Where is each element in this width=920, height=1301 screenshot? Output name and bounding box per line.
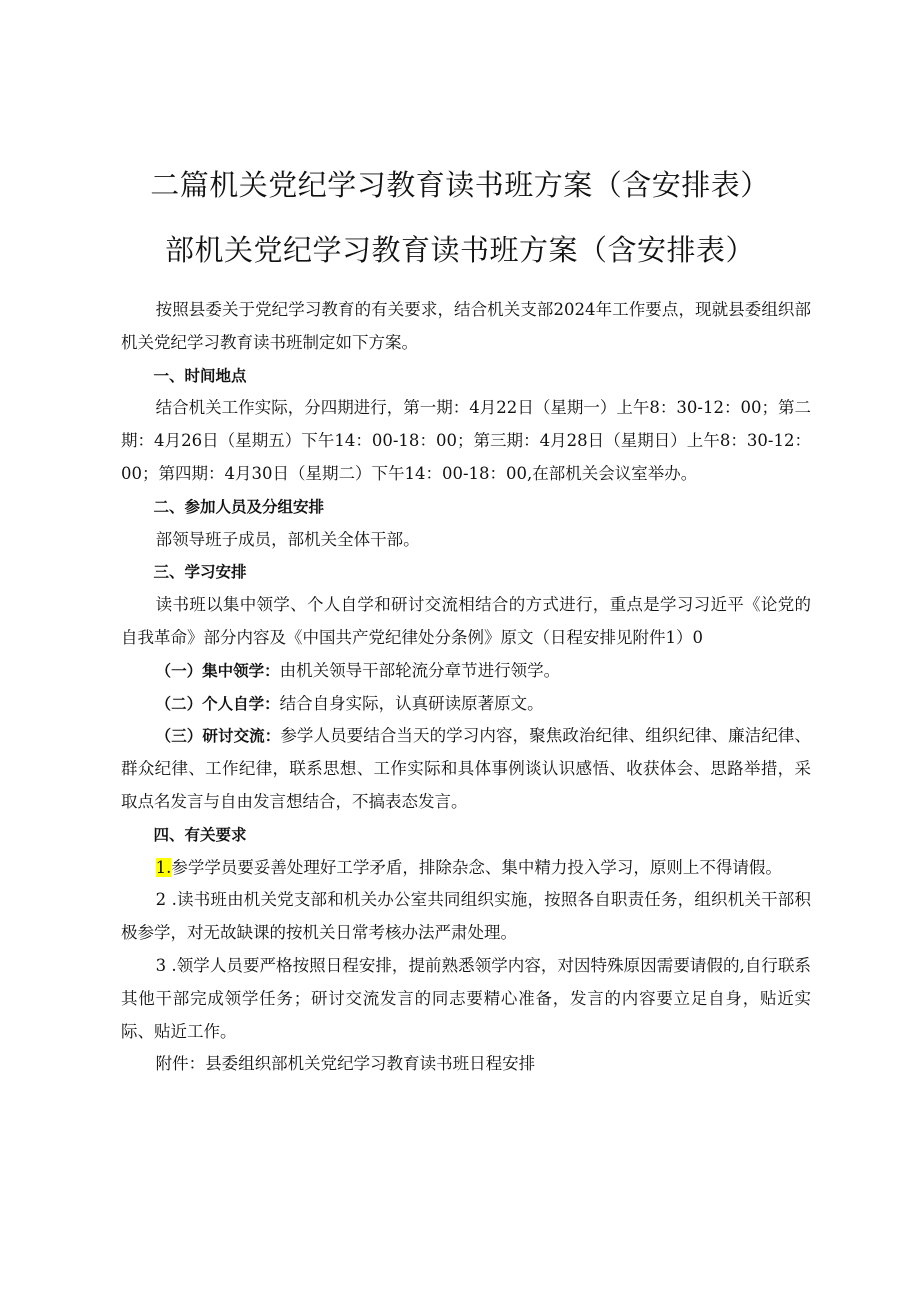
section3-item-2-text: 结合自身实际，认真研读原著原文。 [279,693,544,713]
document-body [121,294,811,1081]
section3-item-3-text: 参学人员要结合当天的学习内容，聚焦政治纪律、组织纪律、廉洁纪律、群众纪律、工作纪律，联系思想、工作实际和具体事例谈认识感悟、收获体会、思路举措，采取点名发言与自由发言想结合，不搞表态发言。 [121,726,811,811]
section4-item-1 [121,852,811,885]
section3-item-1-text: 由机关领导干部轮流分章节进行领学。 [279,660,561,680]
section4-item-1-text: 参学学员要妥善处理好工学矛盾，排除杂念、集中精力投入学习，原则上不得请假。 [171,857,782,877]
section2-text: 部领导班子成员，部机关全体干部。 [155,529,420,549]
section1-heading: 一、时间地点 [153,366,247,385]
section3-item-1-label: （一）集中领学： [155,661,280,680]
section4-item-2: 2 .读书班由机关党支部和机关办公室共同组织实施，按照各自职责任务，组织机关干部积极参学，对无故缺课的按机关日常考核办法严肃处理。 [121,890,811,943]
section1-text: 结合机关工作实际，分四期进行，第一期：4月22日（星期一）上午8：30-12：00；第二期：4月26日（星期五）下午14：00-18：00；第三期：4月28日（星期日）上午8：30-12：00；第四期：4月30日（星期二）下午14：00-18：00,在部机关会议室举办。 [121,398,811,483]
section3-item-1 [121,655,811,688]
section3-heading: 三、学习安排 [153,563,247,582]
section3-text: 读书班以集中领学、个人自学和研讨交流相结合的方式进行，重点是学习习近平《论党的自我革命》部分内容及《中国共产党纪律处分条例》原文（日程安排见附件1）0 [121,595,811,647]
section4-item-3: 3 .领学人员要严格按照日程安排，提前熟悉领学内容，对因特殊原因需要请假的,自行联系其他干部完成领学任务；研讨交流发言的同志要精心准备，发言的内容要立足自身，贴近实际、贴近工作。 [121,955,811,1041]
attachment-note: 附件：县委组织部机关党纪学习教育读书班日程安排 [155,1054,536,1074]
document-title-line1: 二篇机关党纪学习教育读书班方案（含安排表） [150,168,770,202]
section4-heading: 四、有关要求 [153,825,247,844]
document-title-line2: 部机关党纪学习教育读书班方案（含安排表） [164,233,755,267]
section3-item-3 [121,720,811,818]
intro-paragraph: 按照县委关于党纪学习教育的有关要求，结合机关支部2024年工作要点，现就县委组织部机关党纪学习教育读书班制定如下方案。 [121,300,811,352]
section3-item-2 [121,688,811,721]
section4-item-1-number: 1. [155,857,172,877]
section2-heading: 二、参加人员及分组安排 [153,497,325,516]
section3-item-2-label: （二）个人自学： [155,694,280,713]
section3-item-3-label: （三）研讨交流： [155,727,281,746]
